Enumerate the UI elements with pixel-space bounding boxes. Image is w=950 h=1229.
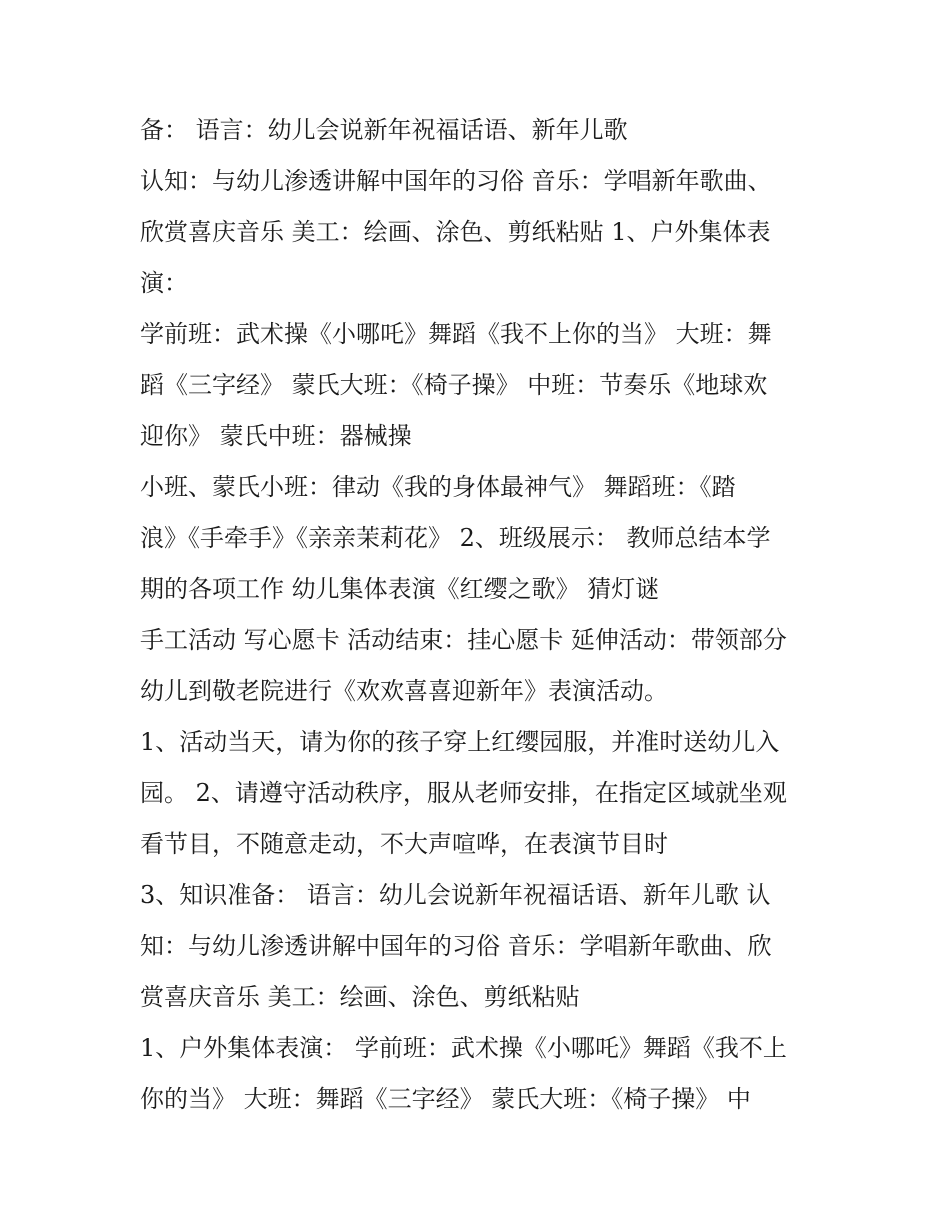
text-line: 蹈《三字经》 蒙氏大班：《椅子操》 中班：节奏乐《地球欢 [140,371,768,399]
text-line: 备： 语言：幼儿会说新年祝福话语、新年儿歌 [140,116,628,144]
text-line: 浪》《手牵手》《亲亲茉莉花》 2、班级展示： 教师总结本学 [140,524,771,552]
text-line: 幼儿到敬老院进行《欢欢喜喜迎新年》表演活动。 [140,677,668,705]
text-line: 期的各项工作 幼儿集体表演《红缨之歌》 猜灯谜 [140,575,660,603]
text-line: 你的当》 大班：舞蹈《三字经》 蒙氏大班：《椅子操》 中 [140,1085,751,1113]
text-line: 演： [140,269,188,297]
text-line: 手工活动 写心愿卡 活动结束：挂心愿卡 延伸活动：带领部分 [140,626,787,654]
document-body [140,109,830,1129]
text-line: 看节目，不随意走动，不大声喧哗，在表演节目时 [140,830,668,858]
text-line: 赏喜庆音乐 美工：绘画、涂色、剪纸粘贴 [140,983,580,1011]
text-line: 园。 2、请遵守活动秩序，服从老师安排，在指定区域就坐观 [140,779,787,807]
text-line: 1、活动当天，请为你的孩子穿上红缨园服，并准时送幼儿入 [140,728,780,756]
text-line: 认知：与幼儿渗透讲解中国年的习俗 音乐：学唱新年歌曲、 [140,167,772,195]
text-line: 学前班：武术操《小哪吒》舞蹈《我不上你的当》 大班：舞 [140,320,772,348]
text-line: 知：与幼儿渗透讲解中国年的习俗 音乐：学唱新年歌曲、欣 [140,932,772,960]
text-line: 3、知识准备： 语言：幼儿会说新年祝福话语、新年儿歌 认 [140,881,771,909]
text-line: 1、户外集体表演： 学前班：武术操《小哪吒》舞蹈《我不上 [140,1034,787,1062]
text-line: 欣赏喜庆音乐 美工：绘画、涂色、剪纸粘贴 1、户外集体表 [140,218,771,246]
text-line: 迎你》 蒙氏中班：器械操 [140,422,412,450]
text-line: 小班、蒙氏小班：律动《我的身体最神气》 舞蹈班：《踏 [140,473,736,501]
